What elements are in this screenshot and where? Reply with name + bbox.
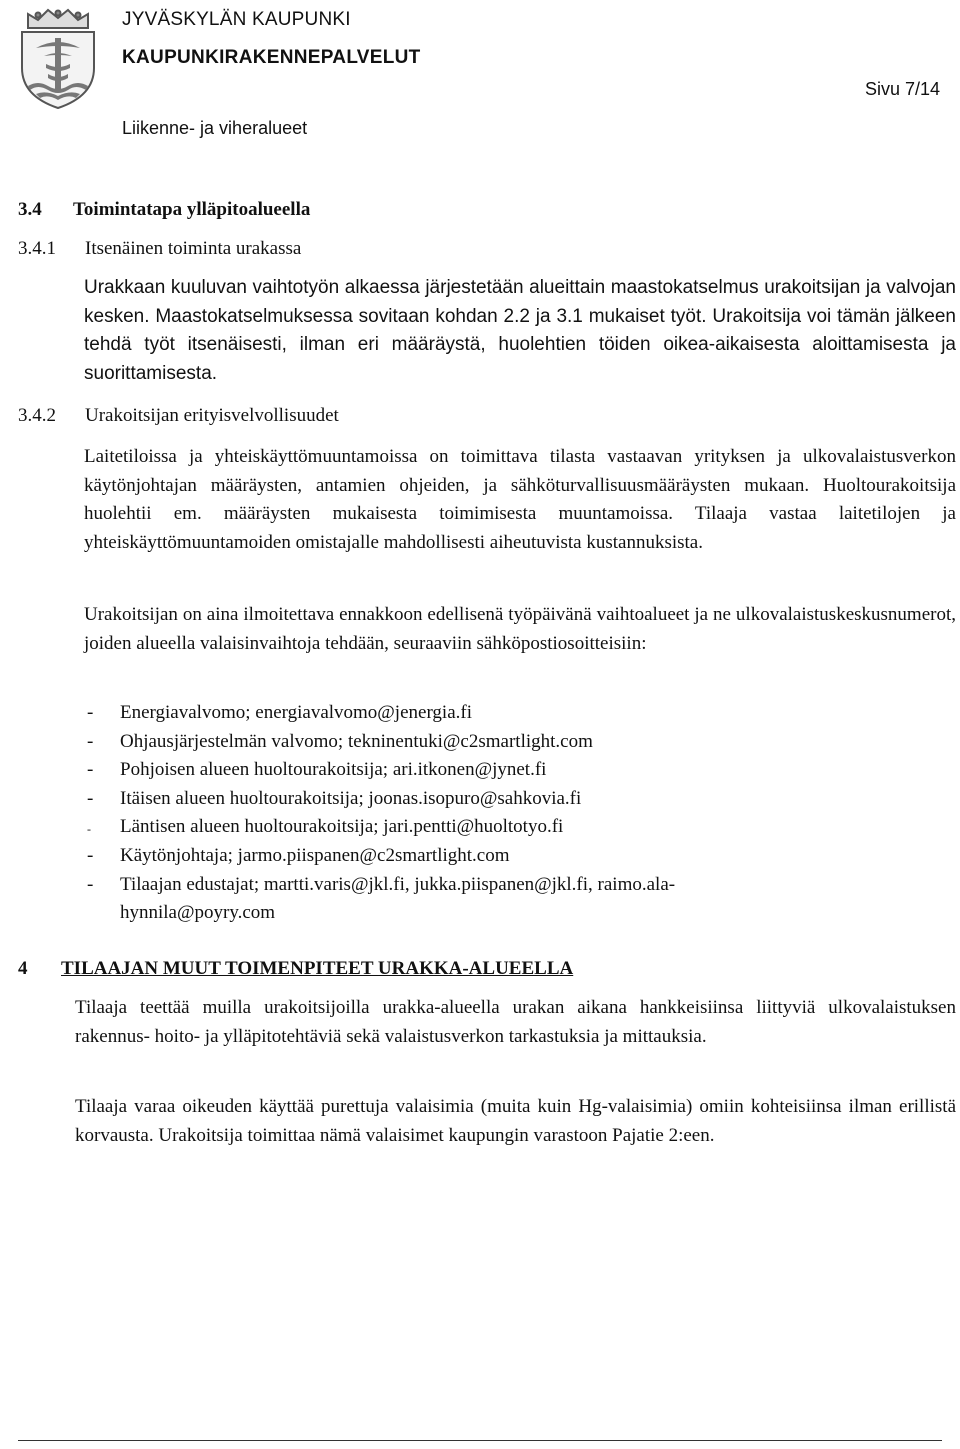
section-4-heading <box>18 955 918 983</box>
list-dash: - <box>87 787 94 809</box>
contact-entry: Pohjoisen alueen huoltourakoitsija; ari.itkonen@jynet.fi <box>120 759 547 781</box>
section-number: 3.4.2 <box>18 405 56 426</box>
contact-entry: Ohjausjärjestelmän valvomo; tekninentuki@c2smartlight.com <box>120 730 593 752</box>
city-coat-of-arms-icon <box>6 4 110 112</box>
section-number: 3.4.1 <box>18 238 56 259</box>
list-dash: - <box>87 759 94 781</box>
list-item <box>84 728 804 757</box>
list-dash: - <box>87 730 94 752</box>
section-3-4-1-paragraph: Urakkaan kuuluvan vaihtotyön alkaessa järjestetään alueittain maastokatselmus urakoitsijan ja valvojan kesken. Maastokatselmuksessa sovitaan kohdan 2.2 ja 3.1 mukaiset työt. Urakoitsija voi tämän jälkeen tehdä työt itsenäisesti, ilman eri määräystä, huolehtien töiden oikea-aikaisesta aloittamisesta ja suorittamisesta. <box>84 277 956 384</box>
section-4-paragraph-1: Tilaaja teettää muilla urakoitsijoilla urakka-alueella urakan aikana hankkeisiinsa liittyviä ulkovalaistuksen rakennus- hoito- ja ylläpitotehtäviä sekä valaistusverkon tarkastuksia ja mittauksia. <box>75 997 956 1047</box>
list-dash: - <box>87 822 91 837</box>
unit-name: Liikenne- ja viheralueet <box>122 118 308 138</box>
organization-name: JYVÄSKYLÄN KAUPUNKI <box>122 9 351 30</box>
section-title: Toimintatapa ylläpitoalueella <box>73 199 311 220</box>
list-item <box>84 871 810 928</box>
section-3-4-2-heading <box>18 402 618 430</box>
section-3-4-heading <box>18 196 618 224</box>
contact-entry: Itäisen alueen huoltourakoitsija; joonas.isopuro@sahkovia.fi <box>120 787 582 809</box>
department-name: KAUPUNKIRAKENNEPALVELUT <box>122 47 421 68</box>
footer-divider <box>18 1440 942 1441</box>
contact-entry: Energiavalvomo; energiavalvomo@jenergia.fi <box>120 702 473 723</box>
section-title: TILAAJAN MUUT TOIMENPITEET URAKKA-ALUEELLA <box>61 958 574 979</box>
section-title: Urakoitsijan erityisvelvollisuudet <box>85 405 339 426</box>
section-3-4-1-heading <box>18 235 618 263</box>
list-item <box>84 699 804 728</box>
section-3-4-2-paragraph-2: Urakoitsijan on aina ilmoitettava ennakkoon edellisenä työpäivänä vaihtoalueet ja ne ulkovalaistuskeskusnumerot, joiden alueella valaisinvaihtoja tehdään, seuraaviin sähköpostiosoitteisiin: <box>84 604 956 654</box>
list-item <box>84 785 804 814</box>
section-number: 4 <box>18 958 28 979</box>
list-dash: - <box>87 702 94 723</box>
contact-entry: Tilaajan edustajat; martti.varis@jkl.fi, jukka.piispanen@jkl.fi, raimo.alahynnila@poyry.com <box>120 873 676 924</box>
list-dash: - <box>87 844 94 866</box>
list-dash: - <box>87 873 94 895</box>
contact-entry: Läntisen alueen huoltourakoitsija; jari.pentti@huoltotyo.fi <box>120 816 564 838</box>
section-title: Itsenäinen toiminta urakassa <box>85 238 302 259</box>
contact-email-list <box>84 699 804 928</box>
section-4-paragraph-2: Tilaaja varaa oikeuden käyttää purettuja valaisimia (muita kuin Hg-valaisimia) omiin kohteisiinsa ilman erillistä korvausta. Urakoitsija toimittaa nämä valaisimet kaupungin varastoon Pajatie 2:een. <box>75 1096 956 1146</box>
list-item <box>84 756 804 785</box>
contact-entry: Käytönjohtaja; jarmo.piispanen@c2smartlight.com <box>120 844 510 866</box>
section-number: 3.4 <box>18 199 42 220</box>
list-item <box>84 813 804 842</box>
page-number: Sivu 7/14 <box>865 79 941 99</box>
list-item <box>84 842 804 871</box>
section-3-4-2-paragraph-1: Laitetiloissa ja yhteiskäyttömuuntamoissa on toimittava tilasta vastaavan yrityksen ja ulkovalaistusverkon käytönjohtajan määräysten, antamien ohjeiden, ja sähköturvallisuusmääräysten mukaan. Huoltourakoitsija huolehtii em. määräysten mukaisesta toimimisesta muuntamoissa. Tilaaja vastaa laitetilojen ja yhteiskäyttömuuntamoiden omistajalle mahdollisesti aiheutuvista kustannuksista. <box>84 446 956 553</box>
